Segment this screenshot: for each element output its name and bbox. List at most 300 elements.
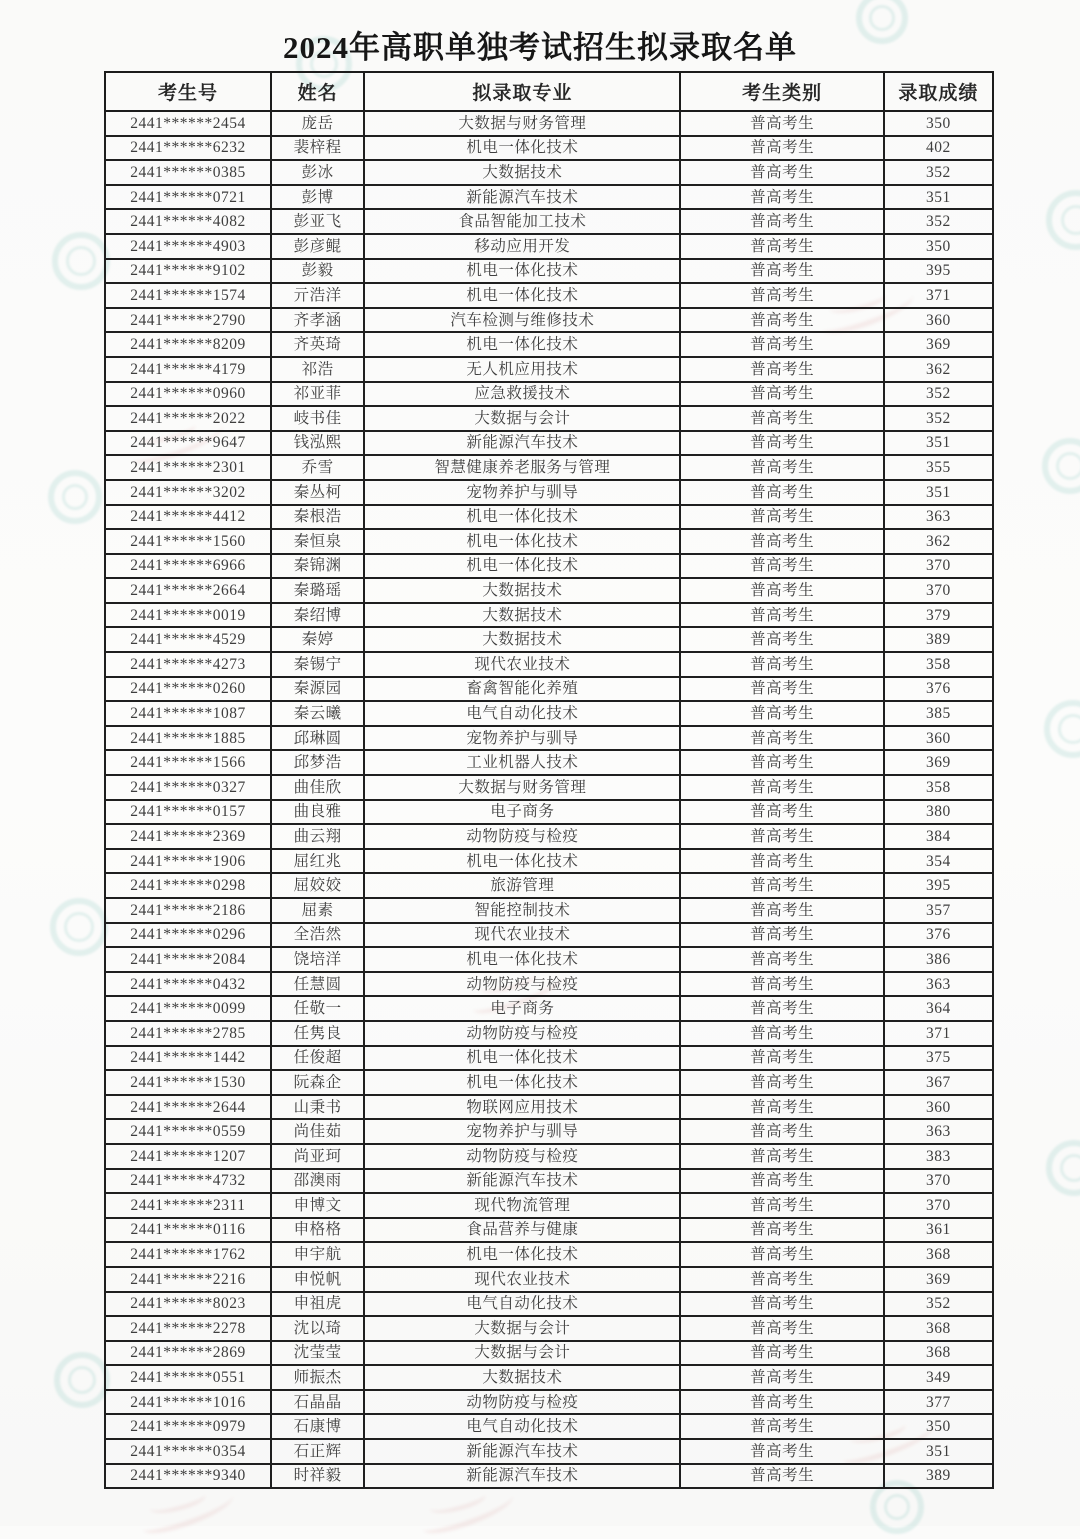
table-cell: 普高考生 xyxy=(680,1464,883,1489)
table-cell: 邱琳圆 xyxy=(271,726,364,751)
table-cell: 电子商务 xyxy=(364,800,680,825)
table-cell: 2441******0327 xyxy=(105,775,271,800)
table-cell: 370 xyxy=(884,1169,993,1194)
column-header-category: 考生类别 xyxy=(680,72,883,111)
table-cell: 普高考生 xyxy=(680,382,883,407)
table-cell: 秦锦渊 xyxy=(271,554,364,579)
table-row xyxy=(105,578,993,603)
table-cell: 动物防疫与检疫 xyxy=(364,824,680,849)
table-cell: 电气自动化技术 xyxy=(364,1292,680,1317)
table-cell: 351 xyxy=(884,431,993,456)
table-cell: 师振杰 xyxy=(271,1365,364,1390)
table-cell: 彭博 xyxy=(271,185,364,210)
table-cell: 2441******0721 xyxy=(105,185,271,210)
table-cell: 2441******9340 xyxy=(105,1464,271,1489)
table-row xyxy=(105,1390,993,1415)
table-row xyxy=(105,455,993,480)
table-cell: 2441******4412 xyxy=(105,505,271,530)
table-cell: 现代农业技术 xyxy=(364,923,680,948)
table-row xyxy=(105,1267,993,1292)
table-cell: 369 xyxy=(884,750,993,775)
table-cell: 大数据技术 xyxy=(364,1365,680,1390)
table-cell: 364 xyxy=(884,996,993,1021)
table-cell: 机电一体化技术 xyxy=(364,529,680,554)
table-cell: 普高考生 xyxy=(680,750,883,775)
table-cell: 普高考生 xyxy=(680,455,883,480)
table-cell: 普高考生 xyxy=(680,1341,883,1366)
table-cell: 亓浩洋 xyxy=(271,283,364,308)
table-row xyxy=(105,824,993,849)
table-cell: 2441******1885 xyxy=(105,726,271,751)
watermark-stamp-icon xyxy=(54,1352,110,1408)
table-cell: 宠物养护与驯导 xyxy=(364,480,680,505)
table-cell: 2441******2278 xyxy=(105,1316,271,1341)
table-cell: 电子商务 xyxy=(364,996,680,1021)
table-cell: 376 xyxy=(884,923,993,948)
admission-table-body xyxy=(105,111,993,1488)
table-row xyxy=(105,160,993,185)
table-cell: 2441******1566 xyxy=(105,750,271,775)
table-cell: 368 xyxy=(884,1341,993,1366)
table-cell: 尚佳茹 xyxy=(271,1119,364,1144)
table-row xyxy=(105,209,993,234)
table-cell: 2441******1906 xyxy=(105,849,271,874)
table-cell: 377 xyxy=(884,1390,993,1415)
watermark-script xyxy=(138,1486,237,1539)
table-row xyxy=(105,1169,993,1194)
table-cell: 369 xyxy=(884,332,993,357)
table-row xyxy=(105,726,993,751)
table-cell: 时祥毅 xyxy=(271,1464,364,1489)
table-cell: 2441******0157 xyxy=(105,800,271,825)
table-cell: 宠物养护与驯导 xyxy=(364,1119,680,1144)
table-cell: 普高考生 xyxy=(680,923,883,948)
table-cell: 普高考生 xyxy=(680,1316,883,1341)
table-cell: 机电一体化技术 xyxy=(364,136,680,161)
table-cell: 机电一体化技术 xyxy=(364,259,680,284)
table-cell: 秦源园 xyxy=(271,677,364,702)
table-cell: 邵澳雨 xyxy=(271,1169,364,1194)
table-cell: 庞岳 xyxy=(271,111,364,136)
table-cell: 普高考生 xyxy=(680,578,883,603)
admission-table xyxy=(104,71,994,1489)
table-cell: 360 xyxy=(884,308,993,333)
table-cell: 智能控制技术 xyxy=(364,898,680,923)
table-row xyxy=(105,1464,993,1489)
table-row xyxy=(105,996,993,1021)
table-cell: 机电一体化技术 xyxy=(364,849,680,874)
table-row xyxy=(105,603,993,628)
table-cell: 石正辉 xyxy=(271,1439,364,1464)
table-cell: 秦云曦 xyxy=(271,701,364,726)
table-cell: 大数据技术 xyxy=(364,160,680,185)
table-row xyxy=(105,1316,993,1341)
table-cell: 普高考生 xyxy=(680,332,883,357)
table-cell: 2441******2022 xyxy=(105,406,271,431)
watermark-stamp-icon xyxy=(1046,1140,1080,1196)
table-cell: 352 xyxy=(884,406,993,431)
watermark-stamp-icon xyxy=(50,898,108,956)
table-cell: 367 xyxy=(884,1070,993,1095)
table-cell: 尚亚珂 xyxy=(271,1144,364,1169)
table-cell: 秦丛柯 xyxy=(271,480,364,505)
table-cell: 屈素 xyxy=(271,898,364,923)
table-cell: 2441******4082 xyxy=(105,209,271,234)
table-cell: 屈姣姣 xyxy=(271,873,364,898)
table-cell: 普高考生 xyxy=(680,947,883,972)
table-cell: 新能源汽车技术 xyxy=(364,1439,680,1464)
table-cell: 电气自动化技术 xyxy=(364,1414,680,1439)
table-cell: 普高考生 xyxy=(680,726,883,751)
table-cell: 申祖虎 xyxy=(271,1292,364,1317)
table-cell: 机电一体化技术 xyxy=(364,505,680,530)
table-cell: 363 xyxy=(884,505,993,530)
table-cell: 385 xyxy=(884,701,993,726)
table-row xyxy=(105,1095,993,1120)
table-cell: 物联网应用技术 xyxy=(364,1095,680,1120)
table-cell: 351 xyxy=(884,1439,993,1464)
table-header-row xyxy=(105,72,993,111)
table-cell: 大数据技术 xyxy=(364,603,680,628)
table-cell: 无人机应用技术 xyxy=(364,357,680,382)
table-cell: 大数据与会计 xyxy=(364,1341,680,1366)
table-cell: 2441******2084 xyxy=(105,947,271,972)
table-cell: 现代农业技术 xyxy=(364,652,680,677)
table-cell: 384 xyxy=(884,824,993,849)
table-cell: 2441******4903 xyxy=(105,234,271,259)
table-row xyxy=(105,382,993,407)
table-cell: 普高考生 xyxy=(680,849,883,874)
table-cell: 石康博 xyxy=(271,1414,364,1439)
table-cell: 2441******3202 xyxy=(105,480,271,505)
table-cell: 370 xyxy=(884,578,993,603)
table-cell: 352 xyxy=(884,382,993,407)
table-cell: 齐英琦 xyxy=(271,332,364,357)
table-cell: 智慧健康养老服务与管理 xyxy=(364,455,680,480)
table-cell: 371 xyxy=(884,283,993,308)
table-cell: 普高考生 xyxy=(680,996,883,1021)
table-cell: 机电一体化技术 xyxy=(364,554,680,579)
table-cell: 普高考生 xyxy=(680,800,883,825)
table-cell: 大数据与会计 xyxy=(364,1316,680,1341)
table-cell: 任敬一 xyxy=(271,996,364,1021)
table-cell: 2441******2790 xyxy=(105,308,271,333)
table-cell: 祁亚菲 xyxy=(271,382,364,407)
table-cell: 2441******1016 xyxy=(105,1390,271,1415)
table-cell: 彭亚飞 xyxy=(271,209,364,234)
table-cell: 普高考生 xyxy=(680,1292,883,1317)
table-row xyxy=(105,1046,993,1071)
table-cell: 普高考生 xyxy=(680,1070,883,1095)
table-row xyxy=(105,1218,993,1243)
table-cell: 2441******6232 xyxy=(105,136,271,161)
table-row xyxy=(105,234,993,259)
table-cell: 2441******8209 xyxy=(105,332,271,357)
table-cell: 普高考生 xyxy=(680,505,883,530)
table-cell: 355 xyxy=(884,455,993,480)
table-cell: 任俊超 xyxy=(271,1046,364,1071)
table-cell: 2441******4732 xyxy=(105,1169,271,1194)
table-cell: 普高考生 xyxy=(680,824,883,849)
table-row xyxy=(105,1119,993,1144)
table-cell: 2441******1087 xyxy=(105,701,271,726)
table-cell: 360 xyxy=(884,726,993,751)
table-cell: 普高考生 xyxy=(680,1242,883,1267)
table-cell: 申悦帆 xyxy=(271,1267,364,1292)
table-row xyxy=(105,972,993,997)
table-cell: 2441******1560 xyxy=(105,529,271,554)
table-row xyxy=(105,1292,993,1317)
table-row xyxy=(105,1365,993,1390)
table-cell: 395 xyxy=(884,259,993,284)
table-cell: 应急救援技术 xyxy=(364,382,680,407)
table-cell: 2441******0551 xyxy=(105,1365,271,1390)
table-cell: 2441******1762 xyxy=(105,1242,271,1267)
table-cell: 机电一体化技术 xyxy=(364,947,680,972)
table-cell: 旅游管理 xyxy=(364,873,680,898)
table-cell: 岐书佳 xyxy=(271,406,364,431)
table-cell: 370 xyxy=(884,554,993,579)
table-row xyxy=(105,308,993,333)
table-cell: 普高考生 xyxy=(680,701,883,726)
column-header-name: 姓名 xyxy=(271,72,364,111)
table-cell: 354 xyxy=(884,849,993,874)
table-row xyxy=(105,750,993,775)
table-cell: 动物防疫与检疫 xyxy=(364,972,680,997)
table-cell: 2441******0296 xyxy=(105,923,271,948)
table-cell: 饶培洋 xyxy=(271,947,364,972)
table-cell: 普高考生 xyxy=(680,1193,883,1218)
table-cell: 360 xyxy=(884,1095,993,1120)
table-cell: 新能源汽车技术 xyxy=(364,1169,680,1194)
table-cell: 352 xyxy=(884,209,993,234)
column-header-candidate-no: 考生号 xyxy=(105,72,271,111)
table-cell: 裴梓程 xyxy=(271,136,364,161)
table-cell: 申格格 xyxy=(271,1218,364,1243)
table-cell: 山秉书 xyxy=(271,1095,364,1120)
table-cell: 2441******1530 xyxy=(105,1070,271,1095)
table-cell: 普高考生 xyxy=(680,283,883,308)
table-cell: 机电一体化技术 xyxy=(364,1242,680,1267)
table-cell: 动物防疫与检疫 xyxy=(364,1144,680,1169)
table-cell: 机电一体化技术 xyxy=(364,1070,680,1095)
table-cell: 370 xyxy=(884,1193,993,1218)
table-cell: 2441******1574 xyxy=(105,283,271,308)
table-cell: 普高考生 xyxy=(680,406,883,431)
table-cell: 352 xyxy=(884,160,993,185)
table-cell: 2441******4273 xyxy=(105,652,271,677)
table-row xyxy=(105,1341,993,1366)
table-cell: 普高考生 xyxy=(680,357,883,382)
table-cell: 普高考生 xyxy=(680,480,883,505)
table-cell: 屈红兆 xyxy=(271,849,364,874)
table-row xyxy=(105,1242,993,1267)
table-cell: 2441******2454 xyxy=(105,111,271,136)
table-cell: 普高考生 xyxy=(680,209,883,234)
table-cell: 曲佳欣 xyxy=(271,775,364,800)
table-cell: 彭冰 xyxy=(271,160,364,185)
table-cell: 钱泓熙 xyxy=(271,431,364,456)
table-row xyxy=(105,332,993,357)
table-cell: 彭毅 xyxy=(271,259,364,284)
table-cell: 389 xyxy=(884,1464,993,1489)
table-cell: 普高考生 xyxy=(680,1021,883,1046)
table-cell: 普高考生 xyxy=(680,1095,883,1120)
table-cell: 2441******0960 xyxy=(105,382,271,407)
table-cell: 任慧圆 xyxy=(271,972,364,997)
table-cell: 秦恒泉 xyxy=(271,529,364,554)
table-cell: 申博文 xyxy=(271,1193,364,1218)
table-cell: 秦婷 xyxy=(271,627,364,652)
table-row xyxy=(105,111,993,136)
table-cell: 2441******2369 xyxy=(105,824,271,849)
table-cell: 2441******0979 xyxy=(105,1414,271,1439)
table-cell: 大数据与财务管理 xyxy=(364,775,680,800)
table-cell: 新能源汽车技术 xyxy=(364,1464,680,1489)
table-cell: 普高考生 xyxy=(680,677,883,702)
column-header-major: 拟录取专业 xyxy=(364,72,680,111)
table-cell: 363 xyxy=(884,972,993,997)
table-cell: 2441******4529 xyxy=(105,627,271,652)
table-cell: 2441******0298 xyxy=(105,873,271,898)
table-cell: 350 xyxy=(884,1414,993,1439)
table-cell: 2441******0354 xyxy=(105,1439,271,1464)
table-cell: 376 xyxy=(884,677,993,702)
table-row xyxy=(105,701,993,726)
table-row xyxy=(105,652,993,677)
table-cell: 普高考生 xyxy=(680,529,883,554)
table-cell: 358 xyxy=(884,775,993,800)
table-cell: 363 xyxy=(884,1119,993,1144)
table-row xyxy=(105,259,993,284)
table-cell: 普高考生 xyxy=(680,972,883,997)
table-cell: 食品营养与健康 xyxy=(364,1218,680,1243)
table-cell: 机电一体化技术 xyxy=(364,332,680,357)
table-cell: 2441******6966 xyxy=(105,554,271,579)
table-cell: 普高考生 xyxy=(680,898,883,923)
table-cell: 普高考生 xyxy=(680,1169,883,1194)
table-cell: 动物防疫与检疫 xyxy=(364,1390,680,1415)
table-cell: 阮森企 xyxy=(271,1070,364,1095)
watermark-stamp-icon xyxy=(1046,190,1080,250)
table-cell: 普高考生 xyxy=(680,308,883,333)
table-row xyxy=(105,1021,993,1046)
table-cell: 2441******2216 xyxy=(105,1267,271,1292)
table-cell: 351 xyxy=(884,185,993,210)
table-cell: 2441******9647 xyxy=(105,431,271,456)
table-cell: 移动应用开发 xyxy=(364,234,680,259)
table-cell: 2441******1207 xyxy=(105,1144,271,1169)
table-row xyxy=(105,554,993,579)
table-cell: 368 xyxy=(884,1316,993,1341)
table-cell: 2441******0260 xyxy=(105,677,271,702)
table-cell: 358 xyxy=(884,652,993,677)
table-cell: 电气自动化技术 xyxy=(364,701,680,726)
table-cell: 普高考生 xyxy=(680,1144,883,1169)
table-row xyxy=(105,431,993,456)
table-cell: 任隽良 xyxy=(271,1021,364,1046)
watermark-stamp-icon xyxy=(1044,700,1080,758)
table-row xyxy=(105,849,993,874)
table-row xyxy=(105,1193,993,1218)
table-cell: 普高考生 xyxy=(680,234,883,259)
table-cell: 秦根浩 xyxy=(271,505,364,530)
table-row xyxy=(105,529,993,554)
table-cell: 普高考生 xyxy=(680,873,883,898)
page-title: 2024年高职单独考试招生拟录取名单 xyxy=(283,30,797,65)
table-cell: 357 xyxy=(884,898,993,923)
table-cell: 361 xyxy=(884,1218,993,1243)
table-cell: 普高考生 xyxy=(680,627,883,652)
table-cell: 普高考生 xyxy=(680,259,883,284)
table-cell: 秦锡宁 xyxy=(271,652,364,677)
table-cell: 350 xyxy=(884,111,993,136)
table-cell: 2441******2301 xyxy=(105,455,271,480)
table-cell: 新能源汽车技术 xyxy=(364,185,680,210)
table-row xyxy=(105,873,993,898)
column-header-score: 录取成绩 xyxy=(884,72,993,111)
table-row xyxy=(105,283,993,308)
table-cell: 乔雪 xyxy=(271,455,364,480)
table-cell: 349 xyxy=(884,1365,993,1390)
table-cell: 351 xyxy=(884,480,993,505)
table-cell: 普高考生 xyxy=(680,160,883,185)
table-cell: 395 xyxy=(884,873,993,898)
table-cell: 工业机器人技术 xyxy=(364,750,680,775)
table-cell: 普高考生 xyxy=(680,652,883,677)
table-row xyxy=(105,898,993,923)
table-cell: 曲良雅 xyxy=(271,800,364,825)
table-cell: 祁浩 xyxy=(271,357,364,382)
table-cell: 362 xyxy=(884,357,993,382)
table-cell: 秦绍博 xyxy=(271,603,364,628)
table-cell: 食品智能加工技术 xyxy=(364,209,680,234)
table-cell: 机电一体化技术 xyxy=(364,1046,680,1071)
table-cell: 普高考生 xyxy=(680,136,883,161)
table-cell: 宠物养护与驯导 xyxy=(364,726,680,751)
table-cell: 全浩然 xyxy=(271,923,364,948)
table-cell: 2441******1442 xyxy=(105,1046,271,1071)
table-cell: 2441******0019 xyxy=(105,603,271,628)
watermark-stamp-icon xyxy=(48,470,102,524)
table-cell: 大数据与财务管理 xyxy=(364,111,680,136)
table-cell: 2441******0432 xyxy=(105,972,271,997)
table-cell: 沈以琦 xyxy=(271,1316,364,1341)
table-cell: 普高考生 xyxy=(680,431,883,456)
table-cell: 402 xyxy=(884,136,993,161)
table-cell: 普高考生 xyxy=(680,1218,883,1243)
table-cell: 2441******2311 xyxy=(105,1193,271,1218)
table-cell: 现代农业技术 xyxy=(364,1267,680,1292)
table-row xyxy=(105,136,993,161)
table-row xyxy=(105,357,993,382)
table-row xyxy=(105,406,993,431)
table-cell: 普高考生 xyxy=(680,1119,883,1144)
table-row xyxy=(105,1144,993,1169)
table-cell: 2441******0116 xyxy=(105,1218,271,1243)
table-row xyxy=(105,1439,993,1464)
table-cell: 380 xyxy=(884,800,993,825)
table-row xyxy=(105,923,993,948)
table-cell: 368 xyxy=(884,1242,993,1267)
table-cell: 352 xyxy=(884,1292,993,1317)
table-row xyxy=(105,800,993,825)
table-cell: 沈莹莹 xyxy=(271,1341,364,1366)
table-cell: 2441******8023 xyxy=(105,1292,271,1317)
table-cell: 普高考生 xyxy=(680,775,883,800)
table-cell: 申宇航 xyxy=(271,1242,364,1267)
table-row xyxy=(105,677,993,702)
